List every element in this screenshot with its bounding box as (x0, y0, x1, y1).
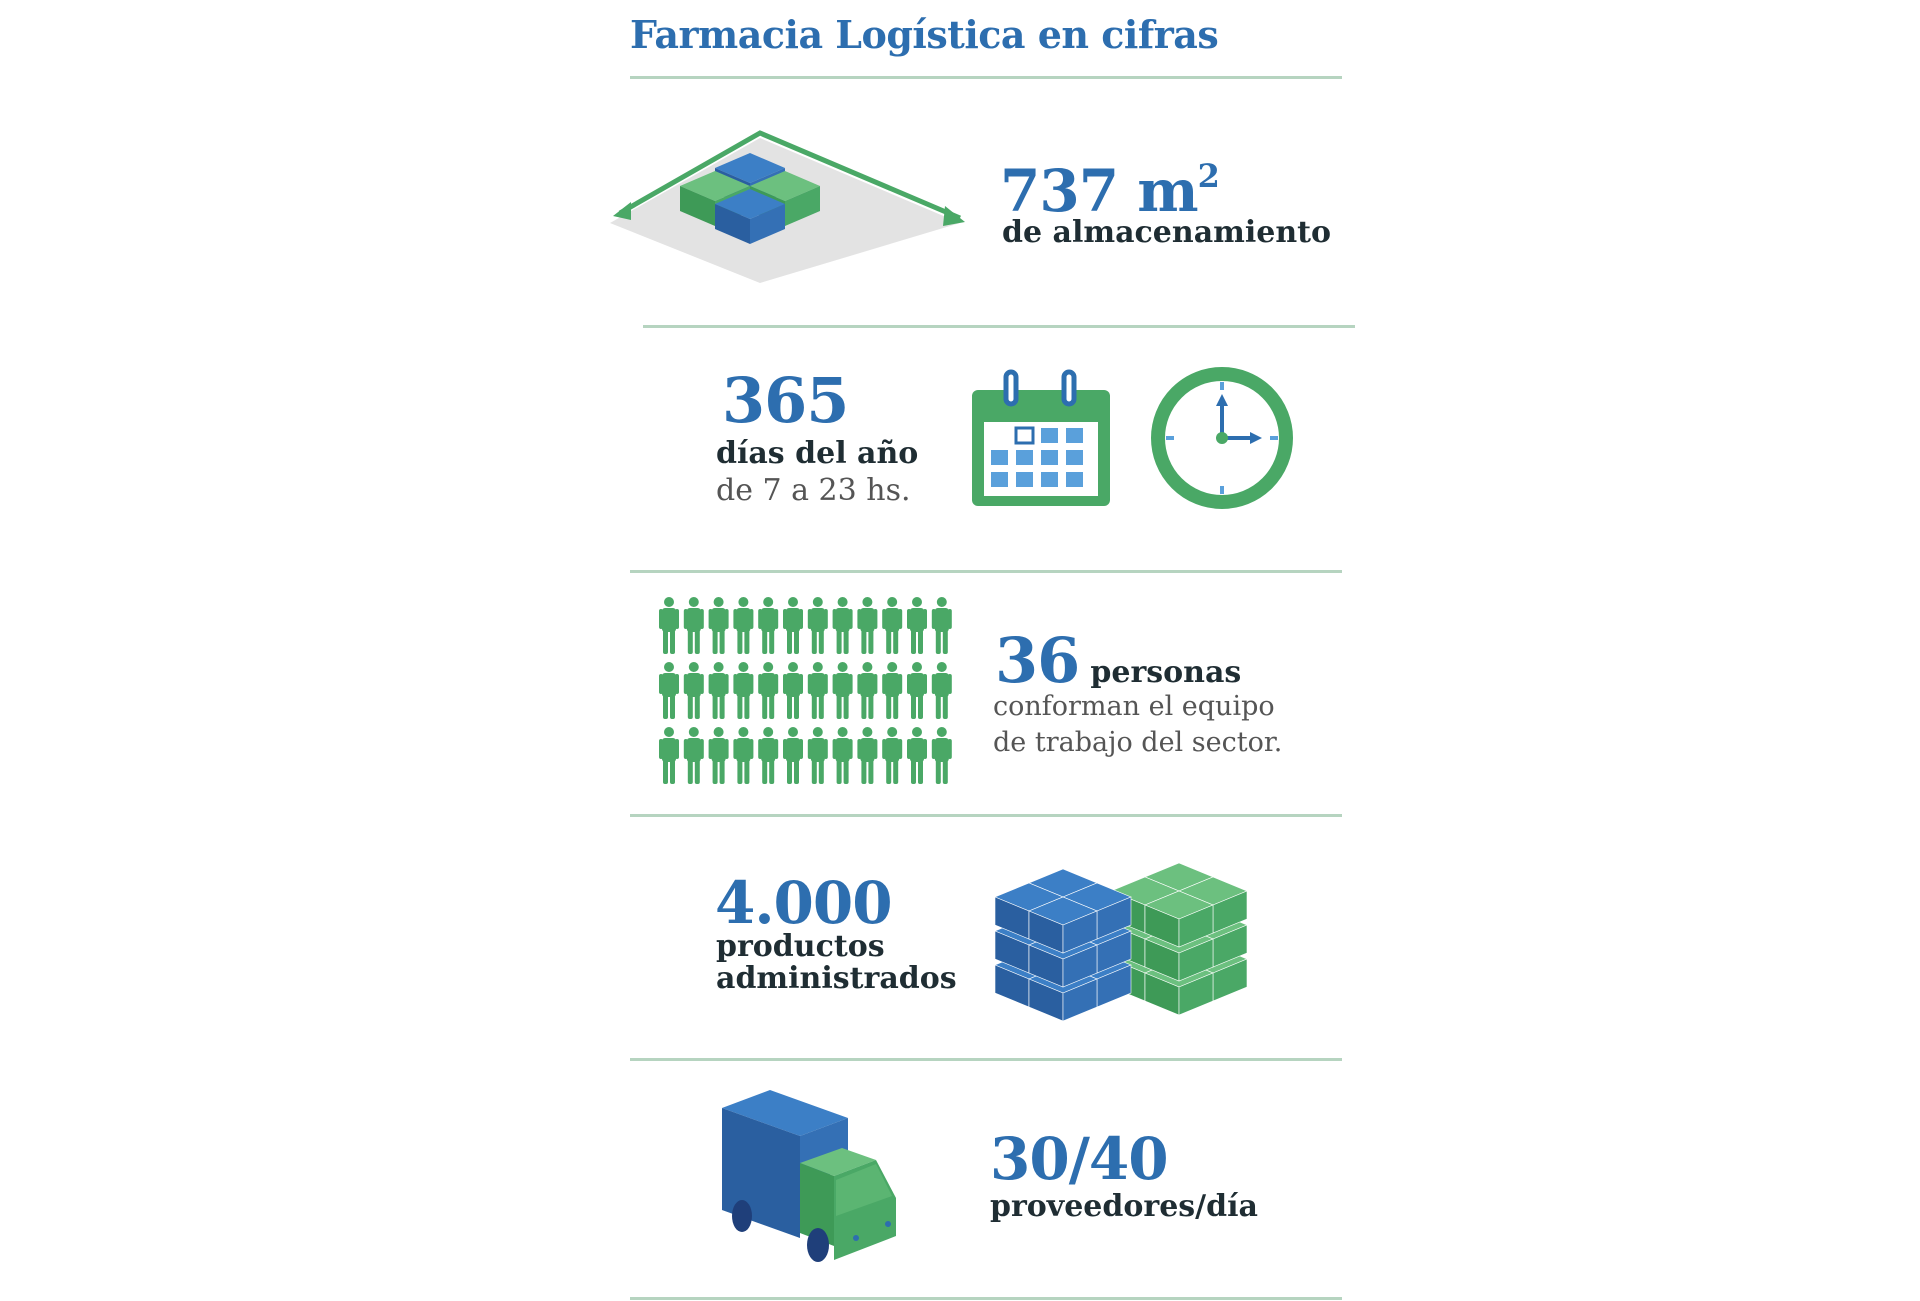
people-unit: personas (1090, 655, 1242, 690)
person-figure (783, 597, 803, 654)
divider (643, 325, 1355, 328)
person-figure (733, 727, 753, 784)
days-value: 365 (722, 364, 849, 437)
person-figure (758, 662, 778, 719)
person-figure (833, 662, 853, 719)
days-label: días del año (716, 436, 919, 471)
person-figure (659, 727, 679, 784)
person-figure (758, 597, 778, 654)
person-figure (684, 597, 704, 654)
products-value: 4.000 (715, 869, 892, 937)
people-detail-1: conforman el equipo (993, 691, 1275, 722)
person-figure (833, 597, 853, 654)
people-value: 36 (995, 624, 1080, 697)
person-figure (857, 597, 877, 654)
person-figure (932, 662, 952, 719)
person-figure (709, 727, 729, 784)
person-figure (783, 727, 803, 784)
truck-icon (718, 1088, 918, 1268)
people-icon (660, 597, 960, 792)
products-label-1: productos (716, 929, 885, 964)
products-label-2: administrados (716, 961, 957, 996)
person-figure (808, 597, 828, 654)
person-figure (783, 662, 803, 719)
suppliers-value: 30/40 (990, 1125, 1168, 1193)
warehouse-floor-icon (615, 128, 965, 288)
divider (630, 1297, 1342, 1300)
person-figure (882, 597, 902, 654)
person-figure (733, 662, 753, 719)
storage-value (1000, 157, 1219, 225)
person-figure (882, 727, 902, 784)
divider (630, 76, 1342, 79)
days-detail: de 7 a 23 hs. (716, 473, 911, 508)
person-figure (833, 727, 853, 784)
person-figure (808, 727, 828, 784)
suppliers-label: proveedores/día (990, 1189, 1258, 1224)
person-figure (709, 662, 729, 719)
people-detail-2: de trabajo del sector. (993, 727, 1283, 758)
person-figure (857, 662, 877, 719)
person-figure (659, 662, 679, 719)
product-boxes-icon (995, 855, 1250, 1025)
person-figure (932, 727, 952, 784)
storage-label: de almacenamiento (1002, 215, 1332, 250)
person-figure (733, 597, 753, 654)
person-figure (907, 727, 927, 784)
divider (630, 1058, 1342, 1061)
person-figure (684, 727, 704, 784)
person-figure (709, 597, 729, 654)
storage-superscript: 2 (1197, 157, 1219, 195)
person-figure (882, 662, 902, 719)
person-figure (808, 662, 828, 719)
divider (630, 570, 1342, 573)
divider (630, 814, 1342, 817)
people-heading (995, 624, 1242, 697)
page-title: Farmacia Logística en cifras (630, 12, 1219, 57)
person-figure (659, 597, 679, 654)
person-figure (684, 662, 704, 719)
person-figure (907, 662, 927, 719)
person-figure (857, 727, 877, 784)
person-figure (758, 727, 778, 784)
person-figure (932, 597, 952, 654)
person-figure (907, 597, 927, 654)
storage-number: 737 m (1000, 157, 1198, 225)
clock-icon (1150, 366, 1294, 510)
calendar-icon (970, 372, 1112, 508)
